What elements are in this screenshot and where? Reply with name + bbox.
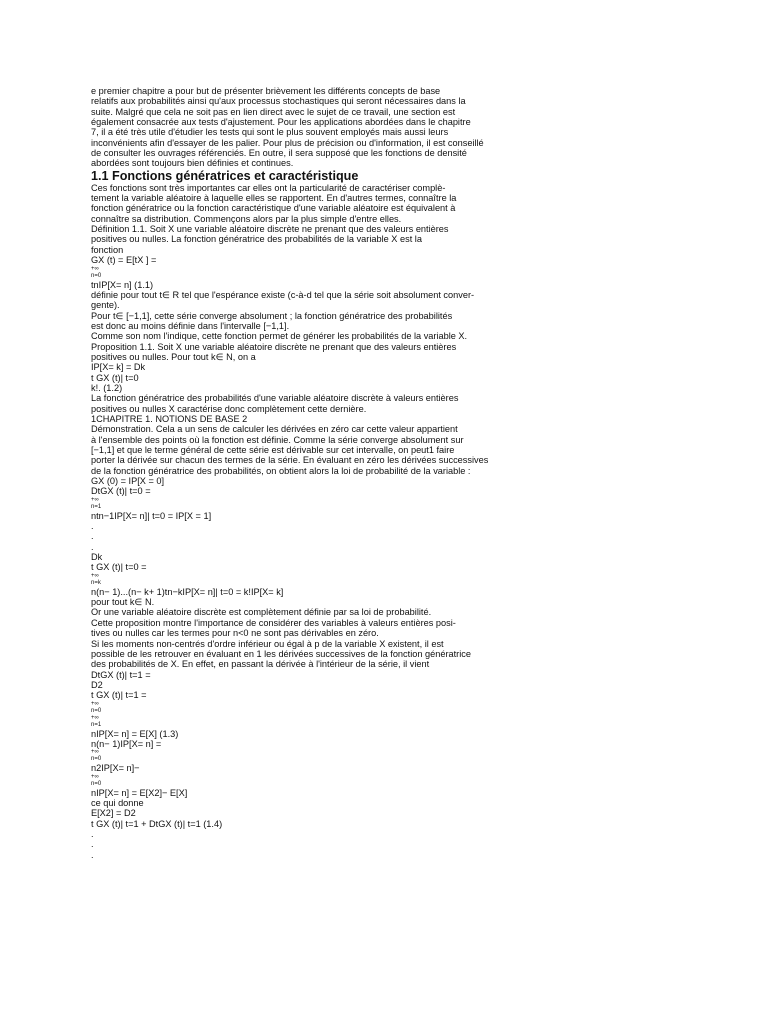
ellipsis-dot: . [91,541,94,552]
text-line: e premier chapitre a pour but de présenter brièvement les différents concepts de base [91,86,441,96]
math-limit: n=1 [91,721,102,728]
text-line: positives ou nulles. La fonction génératrice des probabilités de la variable X est la [91,234,422,245]
text-line: Démonstration. Cela a un sens de calculer les dérivées en zéro car cette valeur appartient [91,424,458,435]
text-line: E[X2] = D2 [91,808,136,819]
text-line: fonction [91,244,124,255]
text-line: Ces fonctions sont très importantes car elles ont la particularité de caractériser complè- [91,182,446,193]
text-line: k!. (1.2) [91,382,123,393]
section-body [91,183,531,860]
text-line: Dk [91,552,103,563]
section-title: 1.1 Fonctions génératrices et caractéristique [91,168,359,183]
text-line: D2 [91,679,103,690]
text-line: Proposition 1.1. Soit X une variable aléatoire discrète ne prenant que des valeurs entières [91,341,457,352]
text-line: n(n− 1)...(n− k+ 1)tn−kIP[X= n]| t=0 = k!IP[X= k] [91,586,284,597]
text-line: Cette proposition montre l'importance de considérer des variables à valeurs entières posi- [91,617,456,628]
math-limit: +∞ [91,572,99,579]
text-line: positives ou nulles. Pour tout k∈ N, on a [91,351,256,362]
math-limit: +∞ [91,265,99,272]
text-line: connaître sa distribution. Commençons alors par la plus simple d'entre elles. [91,213,402,224]
text-line: relatifs aux probabilités ainsi qu'aux processus stochastiques qui seront nécessaires dans la [91,96,466,107]
text-line: nIP[X= n] = E[X2]− E[X] [91,787,188,798]
text-line: Or une variable aléatoire discrète est complètement définie par sa loi de probabilité. [91,607,432,618]
text-line: tement la variable aléatoire à laquelle elles se rapportent. En d'autres termes, connaître la [91,193,457,204]
math-limit: +∞ [91,700,99,707]
text-line: 7, il a été très utile d'étudier les tests qui sont le plus souvent employés mais aussi leurs [91,127,449,138]
text-line: ntn−1IP[X= n]| t=0 = IP[X = 1] [91,510,212,521]
math-limit: n=0 [91,756,102,763]
text-line: ce qui donne [91,797,144,808]
text-line: possible de les retrouver en évaluant en 1 les dérivées successives de la fonction génératrice [91,648,471,659]
text-line: à l'ensemble des points où la fonction est définie. Comme la série converge absolument sur [91,434,464,445]
text-line: pour tout k∈ N. [91,597,155,608]
text-line: également consacrée aux tests d'ajustement. Pour les applications abordées dans le chapitre [91,117,471,128]
text-line: des probabilités de X. En effet, en passant la dérivée à l'intérieur de la série, il vient [91,659,430,670]
text-line: n(n− 1)IP[X= n] = [91,738,162,749]
text-line: nIP[X= n] = E[X] (1.3) [91,728,179,739]
math-limit: n=1 [91,503,102,510]
text-line: gente). [91,300,120,311]
ellipsis-dot: . [91,828,94,839]
text-line: t GX (t)| t=0 [91,372,139,383]
text-line: tives ou nulles car les termes pour n<0 ne sont pas dérivables en zéro. [91,628,379,639]
text-line: de consulter les ouvrages référenciés. En outre, il sera supposé que les fonctions de densité [91,148,467,159]
text-line: IP[X= k] = Dk [91,362,146,373]
math-limit: n=0 [91,707,102,714]
ellipsis-dot: . [91,849,94,860]
text-line: positives ou nulles X caractérise donc complètement cette dernière. [91,403,367,414]
math-limit: n=0 [91,272,102,279]
ellipsis-dot: . [91,839,94,850]
math-limit: +∞ [91,773,99,780]
text-line: Pour t∈ [−1,1], cette série converge absolument ; la fonction génératrice des probabilités [91,310,453,321]
text-line: Si les moments non-centrés d'ordre inférieur ou égal à p de la variable X existent, il est [91,638,444,649]
math-limit: n=0 [91,780,102,787]
text-line: fonction génératrice ou la fonction caractéristique d'une variable aléatoire est équivalent à [91,203,456,214]
math-limit: +∞ [91,714,99,721]
text-line: porter la dérivée sur chacun des termes de la série. En évaluant en zéro les dérivées successives [91,455,489,466]
text-line: DtGX (t)| t=0 = [91,486,151,497]
text-line: 1CHAPITRE 1. NOTIONS DE BASE 2 [91,413,248,424]
math-limit: n=k [91,579,101,586]
text-line: t GX (t)| t=0 = [91,562,147,573]
intro-paragraph [91,86,531,169]
text-line: de la fonction génératrice des probabilités, on obtient alors la loi de probabilité de la variable : [91,465,471,476]
document-page [91,86,531,860]
text-line: Comme son nom l'indique, cette fonction permet de générer les probabilités de la variable X. [91,331,468,342]
text-line: est donc au moins définie dans l'intervalle [−1,1]. [91,320,290,331]
text-line: tnIP[X= n] (1.1) [91,279,154,290]
math-limit: +∞ [91,496,99,503]
text-line: [−1,1] et que le terme général de cette série est dérivable sur cet intervalle, on peut1 faire [91,445,455,455]
math-limit: +∞ [91,749,99,756]
text-line: La fonction génératrice des probabilités d'une variable aléatoire discrète à valeurs entières [91,393,459,404]
text-line: définie pour tout t∈ R tel que l'espérance existe (c-à-d tel que la série soit absolument conver- [91,289,475,300]
text-line: DtGX (t)| t=1 = [91,669,151,680]
ellipsis-dot: . [91,531,94,542]
text-line: Définition 1.1. Soit X une variable aléatoire discrète ne prenant que des valeurs entières [91,224,449,235]
text-line: GX (0) = IP[X = 0] [91,476,165,487]
text-line: n2IP[X= n]− [91,763,140,774]
ellipsis-dot: . [91,521,94,532]
text-line: inconvénients afin d'essayer de les palier. Pour plus de précision ou d'information, il est conseillé [91,137,484,148]
text-line: t GX (t)| t=1 + DtGX (t)| t=1 (1.4) [91,818,223,829]
text-line: abordées sont toujours bien définies et continues. [91,158,294,169]
text-line: GX (t) = E[tX ] = [91,255,157,266]
text-line: suite. Malgré que cela ne soit pas en lien direct avec le sujet de ce travail, une section est [91,106,456,117]
text-line: t GX (t)| t=1 = [91,690,147,701]
